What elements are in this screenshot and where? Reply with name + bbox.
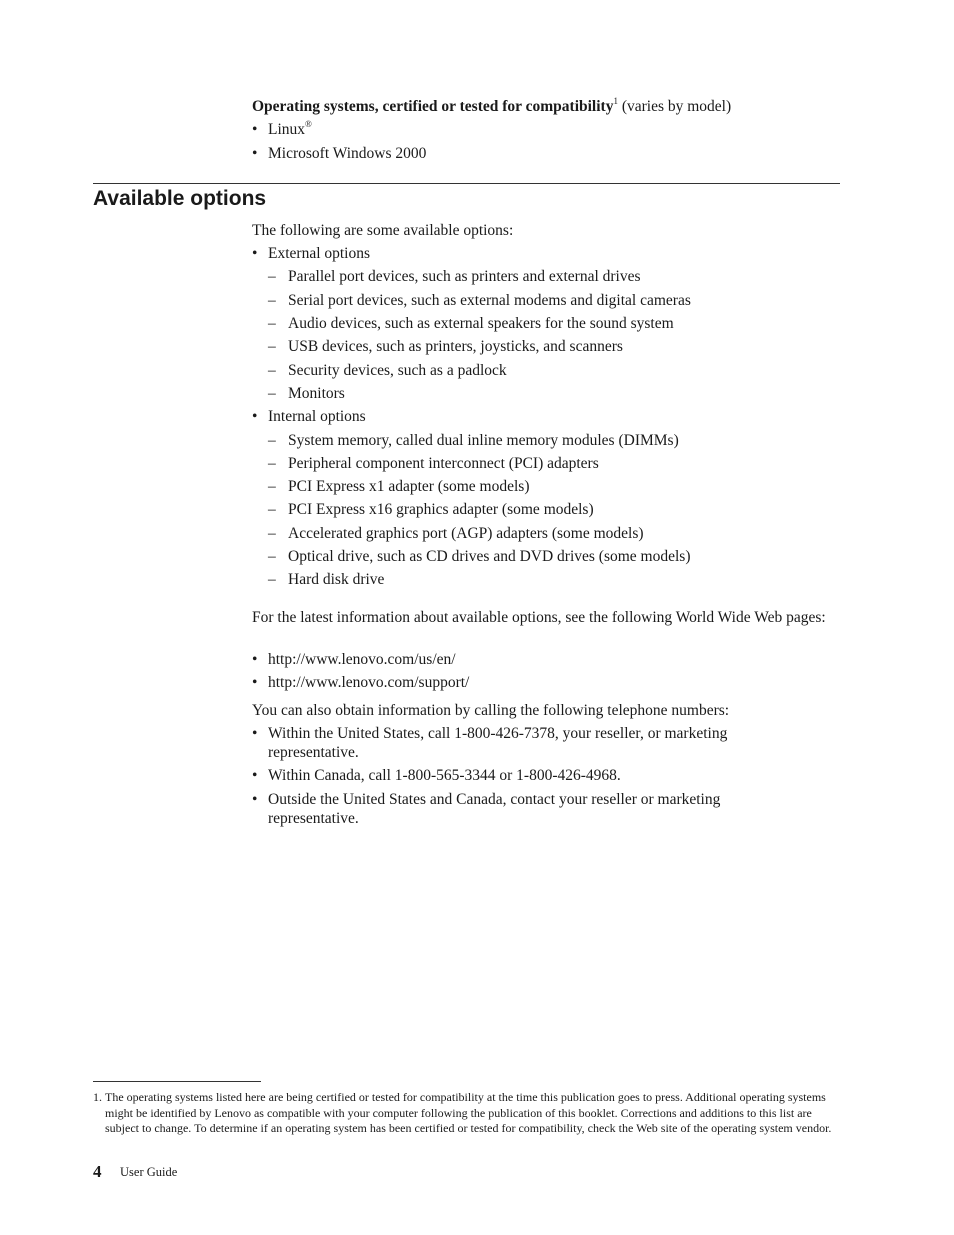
bullet-glyph: • bbox=[252, 791, 258, 808]
phone-item-outside: Outside the United States and Canada, contact your reseller or marketing representative. bbox=[268, 791, 721, 827]
external-subitem-text: Serial port devices, such as external modems and digital cameras bbox=[288, 292, 691, 309]
document-title: User Guide bbox=[120, 1165, 178, 1179]
web-pages-intro: For the latest information about available options, see the following World Wide Web pages: bbox=[252, 609, 826, 626]
bullet-glyph: • bbox=[252, 651, 258, 668]
bullet-glyph: • bbox=[252, 145, 258, 162]
os-compatibility-heading bbox=[252, 97, 731, 117]
web-link-support[interactable]: http://www.lenovo.com/support/ bbox=[268, 674, 470, 691]
footnote bbox=[93, 1090, 833, 1137]
dash-glyph: – bbox=[268, 385, 276, 402]
external-subitem-text: USB devices, such as printers, joysticks, and scanners bbox=[288, 338, 623, 355]
dash-glyph: – bbox=[268, 525, 276, 542]
bullet-glyph: • bbox=[252, 674, 258, 691]
dash-glyph: – bbox=[268, 501, 276, 518]
internal-subitem-text: System memory, called dual inline memory modules (DIMMs) bbox=[288, 432, 679, 449]
dash-glyph: – bbox=[268, 315, 276, 332]
dash-glyph: – bbox=[268, 548, 276, 565]
bullet-glyph: • bbox=[252, 767, 258, 784]
footnote-text: The operating systems listed here are being certified or tested for compatibility at the time this publication goes to press. Additional operating systems might be identified by Lenovo as compatible with your computer following the publication of this booklet. Corrections and additions to this list are subject to change. To determine if an operating system has been certified or tested for compatibility, check the Web site of the operating system vendor. bbox=[105, 1090, 832, 1135]
dash-glyph: – bbox=[268, 292, 276, 309]
os-heading-bold: Operating systems, certified or tested for compatibility bbox=[252, 98, 614, 115]
external-options-label: External options bbox=[268, 245, 371, 262]
external-subitem-text: Monitors bbox=[288, 385, 345, 402]
section-divider bbox=[93, 183, 840, 184]
internal-subitem-text: PCI Express x1 adapter (some models) bbox=[288, 478, 530, 495]
bullet-glyph: • bbox=[252, 408, 258, 425]
internal-subitem-text: Peripheral component interconnect (PCI) adapters bbox=[288, 455, 599, 472]
os-item-text: Microsoft Windows 2000 bbox=[268, 145, 427, 162]
dash-glyph: – bbox=[268, 362, 276, 379]
internal-subitem-text: PCI Express x16 graphics adapter (some models) bbox=[288, 501, 594, 518]
options-intro: The following are some available options: bbox=[252, 222, 514, 239]
dash-glyph: – bbox=[268, 268, 276, 285]
os-heading-suffix: (varies by model) bbox=[617, 98, 732, 115]
page-number: 4 bbox=[93, 1162, 102, 1181]
dash-glyph: – bbox=[268, 478, 276, 495]
phone-item-canada: Within Canada, call 1-800-565-3344 or 1-800-426-4968. bbox=[268, 767, 621, 784]
section-title: Available options bbox=[93, 187, 267, 210]
dash-glyph: – bbox=[268, 432, 276, 449]
external-subitem-text: Security devices, such as a padlock bbox=[288, 362, 507, 379]
os-item-label bbox=[268, 120, 312, 140]
os-item-text: Linux bbox=[268, 121, 306, 138]
bullet-glyph: • bbox=[252, 121, 258, 138]
footnote-reference[interactable]: 1 bbox=[613, 96, 618, 106]
footnote-divider bbox=[93, 1081, 261, 1082]
dash-glyph: – bbox=[268, 455, 276, 472]
external-subitem-text: Parallel port devices, such as printers and external drives bbox=[288, 268, 641, 285]
internal-subitem-text: Hard disk drive bbox=[288, 571, 385, 588]
internal-subitem-text: Accelerated graphics port (AGP) adapters (some models) bbox=[288, 525, 644, 542]
bullet-glyph: • bbox=[252, 725, 258, 742]
bullet-glyph: • bbox=[252, 245, 258, 262]
web-link-us[interactable]: http://www.lenovo.com/us/en/ bbox=[268, 651, 456, 668]
dash-glyph: – bbox=[268, 338, 276, 355]
external-subitem-text: Audio devices, such as external speakers for the sound system bbox=[288, 315, 674, 332]
phone-intro: You can also obtain information by calling the following telephone numbers: bbox=[252, 702, 730, 719]
internal-options-label: Internal options bbox=[268, 408, 366, 425]
dash-glyph: – bbox=[268, 571, 276, 588]
footnote-number: 1. bbox=[93, 1090, 102, 1104]
phone-item-us: Within the United States, call 1-800-426-7378, your reseller, or marketing representative. bbox=[268, 725, 728, 761]
internal-subitem-text: Optical drive, such as CD drives and DVD drives (some models) bbox=[288, 548, 691, 565]
registered-mark: ® bbox=[305, 119, 312, 129]
